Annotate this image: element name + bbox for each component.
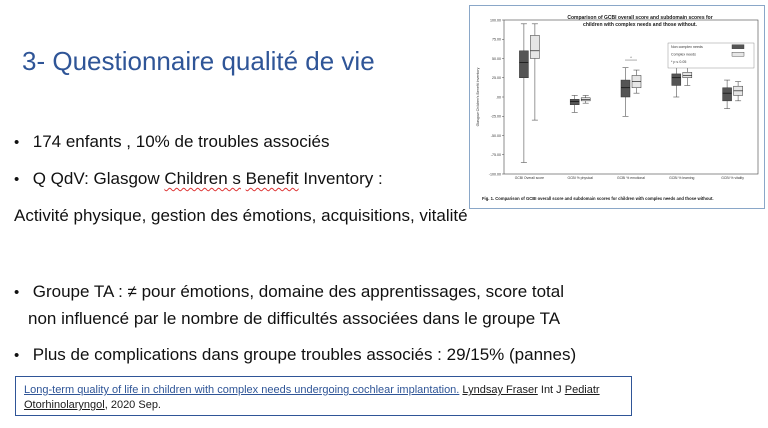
y-tick-label: -100.00 bbox=[488, 172, 501, 177]
x-tick-label: GCBI % physical bbox=[567, 176, 593, 180]
subline: Activité physique, gestion des émotions, acquisitions, vitalité bbox=[14, 206, 468, 225]
bullet-2-word-benefit: Benefit bbox=[245, 169, 299, 188]
box-non-complex bbox=[519, 51, 528, 78]
legend-swatch bbox=[732, 45, 744, 49]
bullet-2-part: Inventory : bbox=[298, 169, 383, 188]
reference-link[interactable]: Long-term quality of life in children with complex needs undergoing cochlear implantation. bbox=[24, 384, 460, 396]
bullet-4-text: Plus de complications dans groupe troubles associés : 29/15% (pannes) bbox=[32, 345, 577, 364]
reference-author: Lyndsay Fraser bbox=[462, 384, 538, 396]
boxplot-chart bbox=[470, 6, 764, 191]
y-tick-label: 100.00 bbox=[490, 18, 501, 23]
box-complex bbox=[530, 35, 539, 58]
y-tick-label: .00 bbox=[496, 95, 501, 100]
y-tick-label: -25.00 bbox=[490, 114, 501, 119]
reference-journal-word-2: Otorhinolaryngol bbox=[24, 399, 105, 411]
figure-title: Comparison of GCBI overall score and subdomain scores for children with complex needs and those without. bbox=[567, 15, 713, 28]
bullet-1-text: 174 enfants , 10% de troubles associés bbox=[32, 132, 330, 151]
legend-label: Complex needs bbox=[671, 52, 696, 57]
bullet-3 bbox=[14, 282, 564, 302]
box-non-complex bbox=[723, 88, 732, 101]
significance-star: * bbox=[630, 55, 632, 61]
figure-caption: Fig. 1. Comparison of GCBI overall score and subdomain scores for children with complex needs and those without. bbox=[482, 196, 714, 201]
x-tick-label: GCBI % emotional bbox=[617, 176, 645, 180]
y-tick-label: 50.00 bbox=[492, 56, 501, 61]
bullet-glyph: • bbox=[14, 347, 20, 364]
legend-label: Non complex needs bbox=[671, 45, 703, 49]
legend-label: * p ≤ 0.05 bbox=[671, 60, 687, 64]
y-tick-label: 25.00 bbox=[492, 76, 501, 81]
bullet-glyph: • bbox=[14, 134, 20, 151]
bullet-glyph: • bbox=[14, 171, 20, 188]
box-non-complex bbox=[621, 80, 630, 97]
y-tick-label: 75.00 bbox=[492, 37, 501, 42]
bullet-2 bbox=[14, 169, 383, 189]
box-non-complex bbox=[570, 99, 579, 104]
reference-date: , 2020 Sep. bbox=[104, 399, 161, 411]
x-tick-label: GCBI Overall score bbox=[514, 176, 545, 180]
figure-boxplot bbox=[469, 5, 765, 209]
box-non-complex bbox=[672, 74, 681, 86]
slide-title: 3- Questionnaire qualité de vie bbox=[22, 46, 375, 76]
reference-box bbox=[15, 376, 632, 416]
reference-journal-pre: Int J bbox=[537, 384, 565, 396]
x-tick-label: GCBI % vitality bbox=[721, 176, 744, 180]
y-tick-label: -75.00 bbox=[490, 153, 501, 158]
box-complex bbox=[683, 72, 692, 77]
x-tick-label: GCBI % learning bbox=[669, 176, 695, 180]
bullet-2-part: Q QdV: Glasgow bbox=[32, 169, 165, 188]
reference-journal-word: Pediatr bbox=[564, 384, 600, 396]
legend-swatch bbox=[732, 52, 744, 56]
bullet-4 bbox=[14, 345, 576, 365]
y-tick-label: -50.00 bbox=[490, 133, 501, 138]
bullet-1 bbox=[14, 132, 329, 152]
bullet-glyph: • bbox=[14, 284, 20, 301]
bullet-2-word-children: Children s bbox=[164, 169, 241, 188]
bullet-3-line-1: Groupe TA : ≠ pour émotions, domaine des apprentissages, score total bbox=[32, 282, 565, 301]
bullet-3-line-2: non influencé par le nombre de difficultés associées dans le groupe TA bbox=[28, 309, 561, 328]
y-axis-label: Glasgow Children's Benefit Inventory bbox=[476, 67, 480, 127]
